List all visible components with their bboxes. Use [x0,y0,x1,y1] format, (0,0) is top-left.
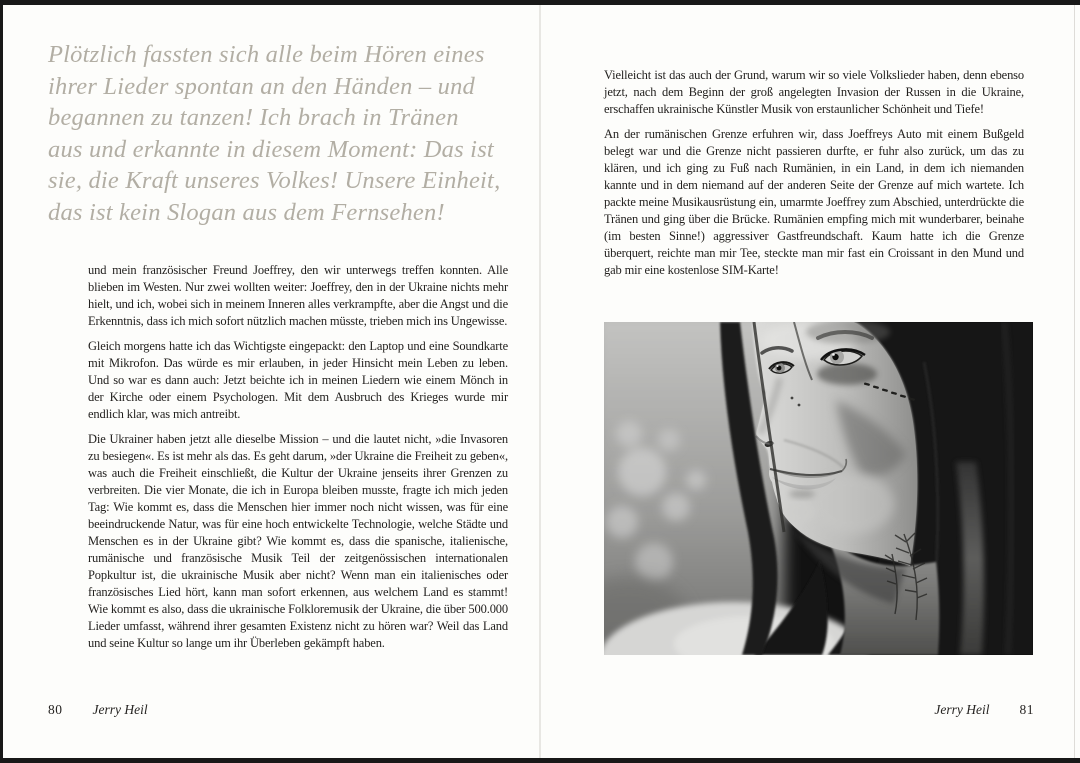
paragraph: Die Ukrainer haben jetzt alle dieselbe Mission – und die lautet nicht, »die Invasoren zu besiegen«. Es ist mehr als das. Es geht darum, »der Ukraine die Freiheit zu geben«, was auch die Freiheit einschließt, die Kultur der Ukraine jenseits ihrer Grenzen zu verbreiten. Die vier Monate, die ich in Europa bleiben musste, fragte ich mich jeden Tag: Wie kommt es, dass die Menschen hier immer noch nicht wissen, was für eine beeindruckende Natur, was für eine hoch entwickelte Technologie, welche Städte und Menschen es in der Ukraine gibt? Wie kommt es, dass die spanische, italienische, rumänische und französische Musik Teil der zeitgenössischen internationalen Popkultur ist, die ukrainische Musik aber nicht? Wenn man ein italienisches oder französisches Lied hört, kann man sofort erkennen, aus welchem Land es stammt! Wie kommt es also, dass die ukrainische Folkloremusik der Ukraine, die über 500.000 Lieder umfasst, während ihrer gesamten Existenz nicht zu hören war? Weil das Land und seine Kultur so lange um ihr Überleben gekämpft haben. [88,432,508,650]
page-number: 81 [1019,702,1034,717]
pull-quote-line: begannen zu tanzen! Ich brach in Tränen [48,104,459,131]
book-spread [3,5,1080,758]
page-number: 80 [48,702,63,717]
paragraph: An der rumänischen Grenze erfuhren wir, dass Joeffreys Auto mit einem Bußgeld belegt war und die Grenze nicht passieren durfte, er fuhr also zurück, um das zu klären, und ich ging zu Fuß nach Rumänien, in ein Land, in dem ich niemanden kannte und in dem niemand auf der anderen Seite der Grenze auf mich wartete. Ich packte meine Musikausrüstung ein, umarmte Joeffrey zum Abschied, unterdrückte die Tränen und ging über die Brücke. Rumänien empfing mich mit wunderbarer, beinahe (im besten Sinne!) aggressiver Gastfreundschaft. Kaum hatte ich die Grenze überquert, reichte man mir Tee, steckte man mir fast ein Croissant in den Mund und gab mir eine kostenlose SIM-Karte! [604,127,1024,277]
pull-quote-line: Plötzlich fassten sich alle beim Hören eines [48,41,485,68]
portrait-photo-illustration [604,322,1033,655]
pull-quote [48,39,518,228]
portrait-photo [604,322,1033,655]
paragraph: und mein französischer Freund Joeffrey, den wir unterwegs treffen konnten. Alle blieben im Westen. Nur zwei wollten weiter: Joeffrey, den in der Ukraine nichts mehr hielt, und ich, wobei sich in meinem Inneren alles verkrampfte, aber die Angst und die Erkenntnis, dass ich mich sofort nützlich machen müsste, trieben mich ins Ungewisse. [88,263,508,328]
pull-quote-line: aus und erkannte in diesem Moment: Das ist [48,135,494,163]
pull-quote-line: sie, die Kraft unseres Volkes! Unsere Einheit, [48,167,501,194]
left-page-footer [48,702,148,718]
running-title: Jerry Heil [92,702,148,717]
pull-quote-line: das ist kein Slogan aus dem Fernsehen! [48,198,445,226]
paragraph: Gleich morgens hatte ich das Wichtigste eingepackt: den Laptop und eine Soundkarte mit Mikrofon. Das würde es mir erlauben, in jeder Hinsicht mein Leben zu leben. Und so war es dann auch: Jetzt beichte ich in meinen Liedern wie einem Mönch in der Kirche oder einem Psychologen. Mit dem Ausbruch des Krieges wurde mir endlich klar, was mich antreibt. [88,339,508,421]
pull-quote-line: ihrer Lieder spontan an den Händen – und [48,72,475,100]
left-page-body-text [88,262,508,660]
paragraph: Vielleicht ist das auch der Grund, warum wir so viele Volkslieder haben, denn ebenso jetzt, nach dem Beginn der groß angelegten Invasion der Russen in die Ukraine, erschaffen ukrainische Künstler Musik von erstaunlicher Schönheit und Tiefe! [604,68,1024,116]
running-title: Jerry Heil [934,702,990,717]
page-gutter-divider [539,5,541,758]
right-page-footer [604,702,1034,718]
page-edge [1074,5,1075,758]
right-page-body-text [604,67,1024,287]
